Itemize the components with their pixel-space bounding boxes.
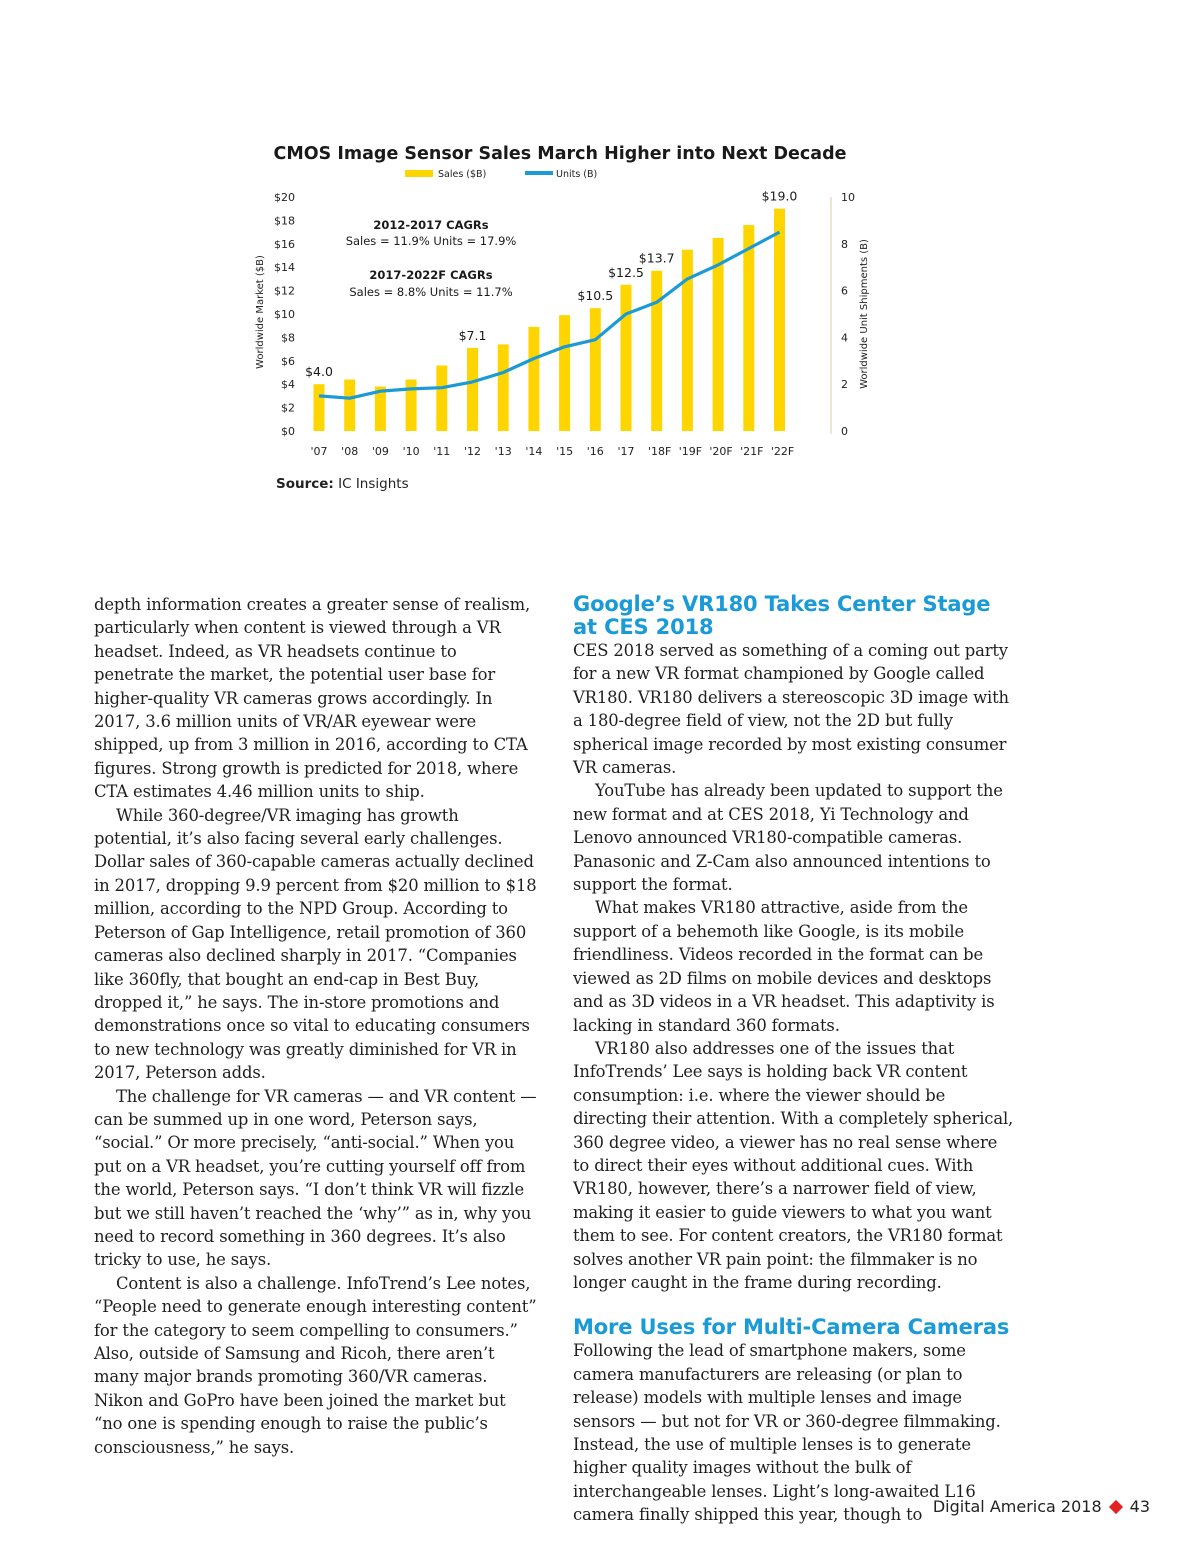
left-paragraph-1: depth information creates a greater sense of realism, particularly when content is viewed through a VR headset. Indeed, as VR headsets continue to penetrate the market, the potential user base for higher-quality VR cameras grows accordingly. In 2017, 3.6 million units of VR/AR eyewear were shipped, up from 3 million in 2016, according to CTA figures. Strong growth is predicted for 2018, where CTA estimates 4.46 million units to ship. [94, 595, 531, 802]
bar-data-label: $10.5 [577, 288, 614, 304]
bar-data-label: $7.1 [458, 327, 487, 343]
legend-swatch-sales [405, 170, 433, 177]
chart-source [276, 476, 409, 492]
article-left-column [94, 593, 538, 1459]
x-tick-label: '16 [586, 445, 604, 458]
sales-bar [467, 348, 478, 431]
x-tick-label: '18F [648, 445, 672, 458]
cagr-text-1: Sales = 11.9% Units = 17.9% [345, 234, 517, 248]
left-tick-label: $4 [281, 378, 295, 392]
vr180-paragraph-2: YouTube has already been updated to support the new format and at CES 2018, Yi Technology and Lenovo announced VR180-compatible cameras. Panasonic and Z-Cam also announced intentions to support the format. [573, 781, 1003, 895]
sales-bar [314, 384, 325, 431]
left-tick-label: $16 [274, 237, 295, 251]
cagr-heading-1: 2012-2017 CAGRs [373, 218, 489, 232]
left-tick-label: $14 [274, 261, 295, 275]
left-paragraph-4: Content is also a challenge. InfoTrend’s Lee notes, “People need to generate enough interesting content” for the category to seem compelling to consumers.” Also, outside of Samsung and Ricoh, there aren’t many major brands promoting 360/VR cameras. Nikon and GoPro have been joined the market but “no one is spending enough to raise the public’s consciousness,” he says. [94, 1273, 537, 1457]
vr180-paragraph-3: What makes VR180 attractive, aside from the support of a behemoth like Google, is its mobile friendliness. Videos recorded in the format can be viewed as 2D films on mobile devices and desktops and as 3D videos in a VR headset. This adaptivity is lacking in standard 360 formats. [573, 898, 995, 1035]
x-axis-ticks [310, 445, 794, 458]
source-value: IC Insights [338, 476, 409, 492]
right-tick-label: 10 [841, 191, 855, 204]
left-axis-label: Worldwide Market ($B) [255, 255, 266, 369]
section-heading-multi-camera: More Uses for Multi-Camera Cameras [573, 1315, 1010, 1340]
page-footer [933, 1497, 1150, 1516]
x-tick-label: '09 [371, 445, 389, 458]
left-tick-label: $18 [274, 214, 295, 228]
x-tick-label: '20F [709, 445, 733, 458]
x-tick-label: '21F [740, 445, 764, 458]
right-tick-label: 6 [841, 284, 848, 298]
vr180-paragraph-1: CES 2018 served as something of a coming out party for a new VR format championed by Google called VR180. VR180 delivers a stereoscopic 3D image with a 180-degree field of view, not the 2D but fully spherical image recorded by most existing consumer VR cameras. [573, 641, 1009, 778]
bar-data-label: $12.5 [608, 264, 644, 280]
left-paragraph-3: The challenge for VR cameras — and VR content — can be summed up in one word, Peterson says, “social.” Or more precisely, “anti-social.” When you put on a VR headset, you’re cutting yourself off from the world, Peterson says. “I don’t think VR will fizzle but we still haven’t reached the ‘why’” as in, why you need to record something in 360 degrees. It’s also tricky to use, he says. [94, 1086, 537, 1270]
x-tick-label: '13 [494, 445, 512, 458]
left-paragraph-2: While 360-degree/VR imaging has growth potential, it’s also facing several early challenges. Dollar sales of 360-capable cameras actually declined in 2017, dropping 9.9 percent from $20 million to $18 million, according to the NPD Group. According to Peterson of Gap Intelligence, retail promotion of 360 cameras also declined sharply in 2017. “Companies like 360fly, that bought an end-cap in Best Buy, dropped it,” he says. The in-store promotions and demonstrations once so vital to educating consumers to new technology was greatly diminished for VR in 2017, Peterson adds. [94, 805, 537, 1083]
legend-label-sales: Sales ($B) [438, 169, 487, 180]
sales-bar [528, 327, 539, 431]
left-axis-ticks [274, 191, 295, 438]
x-tick-label: '22F [770, 445, 795, 458]
x-tick-label: '19F [678, 445, 703, 458]
right-tick-label: 2 [841, 378, 848, 392]
x-tick-label: '08 [341, 445, 359, 458]
section-heading-vr180: Google’s VR180 Takes Center Stage at CES 2018 [573, 592, 991, 639]
cagr-text-2: Sales = 8.8% Units = 11.7% [349, 285, 513, 299]
legend-label-units: Units (B) [556, 169, 598, 180]
x-tick-label: '15 [556, 445, 574, 458]
vr180-paragraph-4: VR180 also addresses one of the issues that InfoTrends’ Lee says is holding back VR content consumption: i.e. where the viewer should be directing their attention. With a completely spherical, 360 degree video, a viewer has no real sense where to direct their eyes without additional cues. With VR180, however, there’s a narrower field of view, making it easier to guide viewers to what you want them to see. For content creators, the VR180 format solves another VR pain point: the filmmaker is no longer caught in the frame during recording. [573, 1038, 1014, 1292]
sales-bar [344, 380, 355, 431]
bar-data-label: $4.0 [305, 364, 333, 380]
chart-legend [405, 169, 597, 180]
article-right-column [573, 593, 1018, 1527]
right-tick-label: 8 [841, 237, 848, 251]
right-axis-label: Worldwide Unit Shipments (B) [859, 239, 870, 389]
publication-name: Digital America 2018 [932, 1497, 1102, 1516]
diamond-icon [1109, 1499, 1123, 1513]
sales-bar [743, 225, 754, 431]
right-axis-ticks [841, 191, 855, 438]
left-tick-label: $6 [281, 354, 295, 368]
x-tick-label: '07 [310, 445, 328, 458]
sensor-sales-chart [0, 0, 1200, 470]
cagr-annotations [346, 218, 517, 299]
sales-bar [651, 271, 662, 431]
bar-data-label: $13.7 [638, 250, 675, 266]
units-line [319, 232, 780, 398]
x-tick-label: '11 [433, 445, 451, 458]
left-tick-label: $0 [281, 425, 295, 438]
left-tick-label: $20 [274, 191, 295, 204]
x-tick-label: '14 [525, 445, 543, 458]
right-tick-label: 4 [841, 331, 848, 345]
cagr-heading-2: 2017-2022F CAGRs [369, 268, 493, 282]
x-tick-label: '12 [463, 445, 482, 458]
bar-data-label: $19.0 [761, 188, 798, 204]
sales-bar [498, 344, 509, 431]
sales-bar [559, 315, 570, 431]
left-tick-label: $10 [274, 308, 295, 321]
left-tick-label: $8 [281, 331, 295, 345]
source-label: Source: [276, 476, 334, 492]
x-tick-label: '10 [402, 445, 420, 458]
sales-bar [774, 209, 785, 431]
sales-bar [621, 285, 632, 431]
legend-swatch-units [525, 171, 553, 175]
x-tick-label: '17 [617, 445, 635, 458]
right-tick-label: 0 [841, 425, 848, 438]
chart-title: CMOS Image Sensor Sales March Higher into Next Decade [273, 144, 847, 164]
sales-bar [590, 308, 601, 431]
page-number: 43 [1129, 1497, 1150, 1516]
multi-camera-paragraph-1: Following the lead of smartphone makers, some camera manufacturers are releasing (or plan to release) models with multiple lenses and image sensors — but not for VR or 360-degree filmmaking. Instead, the use of multiple lenses is to generate higher quality images without the bulk of interchangeable lenses. Light’s long-awaited L16 camera finally shipped this year, though to [573, 1341, 1001, 1525]
left-tick-label: $12 [274, 284, 295, 298]
left-tick-label: $2 [281, 401, 295, 415]
sales-bar [436, 365, 447, 431]
